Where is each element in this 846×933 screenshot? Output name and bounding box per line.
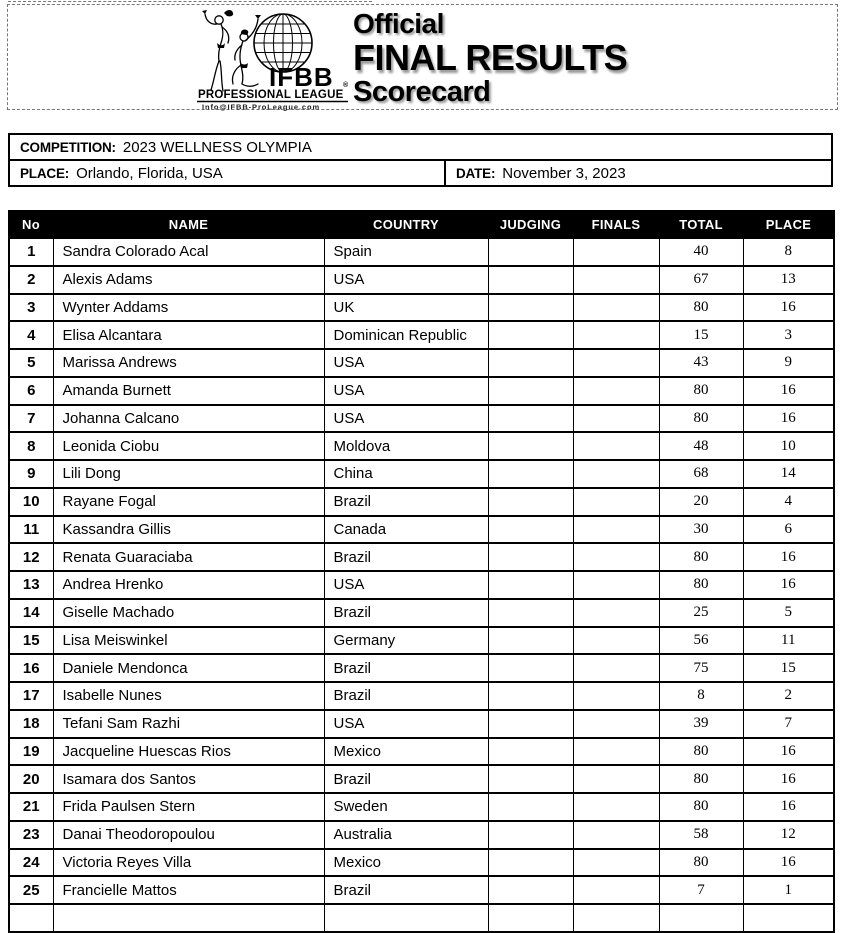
column-header-total: TOTAL [659,211,743,238]
table-row [9,682,834,710]
cell-name: Isabelle Nunes [53,682,324,710]
logo-registered-mark: ® [343,82,349,89]
cell-name: Leonida Ciobu [53,432,324,460]
cell-finals [573,432,659,460]
cell-place: 16 [743,571,834,599]
cell-judging [488,571,573,599]
cell-no: 17 [9,682,53,710]
cell-total: 48 [659,432,743,460]
table-row [9,849,834,877]
cell-place: 4 [743,488,834,516]
column-header-place: PLACE [743,211,834,238]
cell-place: 8 [743,238,834,266]
cell-judging [488,266,573,294]
cell-no: 21 [9,793,53,821]
title-official: Official [353,8,444,39]
cell-total: 80 [659,294,743,322]
cell-finals [573,682,659,710]
cell-total: 25 [659,599,743,627]
cell-place: 12 [743,821,834,849]
cell-place: 1 [743,876,834,904]
cell-no: 8 [9,432,53,460]
cell-name: Giselle Machado [53,599,324,627]
cell-judging [488,821,573,849]
ifbb-logo-art [197,7,357,111]
competition-label: COMPETITION: [20,139,116,155]
cell-no [9,904,53,932]
cell-no: 5 [9,349,53,377]
cell-country: Brazil [324,654,488,682]
cell-name: Isamara dos Santos [53,765,324,793]
cell-country: Mexico [324,738,488,766]
cell-judging [488,294,573,322]
cell-no: 1 [9,238,53,266]
cell-total: 40 [659,238,743,266]
cell-judging [488,793,573,821]
cell-no: 18 [9,710,53,738]
table-row [9,543,834,571]
cell-no: 2 [9,266,53,294]
cell-no: 4 [9,321,53,349]
cell-finals [573,765,659,793]
cell-name: Jacqueline Huescas Rios [53,738,324,766]
column-header-country: COUNTRY [324,211,488,238]
table-row [9,349,834,377]
cell-country: Sweden [324,793,488,821]
cell-finals [573,654,659,682]
cell-place: 16 [743,543,834,571]
cell-place: 16 [743,294,834,322]
cell-country: USA [324,710,488,738]
cell-place: 16 [743,377,834,405]
cell-name: Frida Paulsen Stern [53,793,324,821]
cell-finals [573,460,659,488]
cell-total: 80 [659,377,743,405]
document-title-block [353,9,653,108]
cell-country: Brazil [324,765,488,793]
cell-finals [573,876,659,904]
cell-name: Victoria Reyes Villa [53,849,324,877]
date-cell [446,161,831,185]
table-row [9,571,834,599]
cell-no: 24 [9,849,53,877]
cell-name: Daniele Mendonca [53,654,324,682]
table-row [9,904,834,932]
table-row [9,405,834,433]
cell-country: Brazil [324,488,488,516]
cell-place: 10 [743,432,834,460]
cell-total: 30 [659,516,743,544]
cell-total: 80 [659,849,743,877]
cell-judging [488,349,573,377]
place-value: Orlando, Florida, USA [76,164,223,182]
date-value: November 3, 2023 [502,164,626,182]
table-row [9,516,834,544]
cell-name: Sandra Colorado Acal [53,238,324,266]
cell-total: 80 [659,765,743,793]
cell-judging [488,738,573,766]
cell-country: Dominican Republic [324,321,488,349]
cell-name: Andrea Hrenko [53,571,324,599]
cell-name: Elisa Alcantara [53,321,324,349]
cell-finals [573,821,659,849]
cell-finals [573,710,659,738]
cell-total: 68 [659,460,743,488]
cell-no: 19 [9,738,53,766]
cell-finals [573,738,659,766]
cell-no: 25 [9,876,53,904]
cell-name: Johanna Calcano [53,405,324,433]
cell-place [743,904,834,932]
cell-name: Rayane Fogal [53,488,324,516]
cell-finals [573,793,659,821]
cell-no: 3 [9,294,53,322]
cell-place: 13 [743,266,834,294]
cell-judging [488,876,573,904]
competition-info [8,133,833,187]
cell-place: 5 [743,599,834,627]
cell-judging [488,904,573,932]
cell-name: Tefani Sam Razhi [53,710,324,738]
cell-place: 16 [743,793,834,821]
table-row [9,627,834,655]
cell-no: 6 [9,377,53,405]
ifbb-logo [197,7,357,109]
cell-judging [488,654,573,682]
table-row [9,294,834,322]
cell-country: USA [324,266,488,294]
cell-judging [488,543,573,571]
table-row [9,321,834,349]
cell-country: Germany [324,627,488,655]
cell-total: 15 [659,321,743,349]
column-header-name: NAME [53,211,324,238]
table-row [9,377,834,405]
cell-country: Australia [324,821,488,849]
letterhead [7,4,838,110]
logo-org-text: IFBB [269,62,334,92]
cell-place: 16 [743,405,834,433]
cell-finals [573,543,659,571]
cell-finals [573,849,659,877]
cell-place: 11 [743,627,834,655]
title-final-results: FINAL RESULTS [353,37,628,78]
cell-no: 16 [9,654,53,682]
cell-name: Francielle Mattos [53,876,324,904]
cell-total: 7 [659,876,743,904]
cell-name: Marissa Andrews [53,349,324,377]
place-label: PLACE: [20,165,70,181]
cell-finals [573,266,659,294]
cell-finals [573,599,659,627]
cell-total [659,904,743,932]
cell-country: Canada [324,516,488,544]
table-row [9,765,834,793]
cell-name: Amanda Burnett [53,377,324,405]
cell-judging [488,765,573,793]
cell-no: 20 [9,765,53,793]
competition-value: 2023 WELLNESS OLYMPIA [122,138,312,156]
cell-judging [488,599,573,627]
cell-country: Brazil [324,599,488,627]
cell-country: Mexico [324,849,488,877]
table-row [9,654,834,682]
cell-country: USA [324,405,488,433]
table-row [9,738,834,766]
cell-total: 80 [659,793,743,821]
cell-place: 7 [743,710,834,738]
date-label: DATE: [456,165,496,181]
cell-country [324,904,488,932]
cell-judging [488,682,573,710]
table-row [9,266,834,294]
table-row [9,238,834,266]
results-header-row [9,211,834,238]
cell-total: 20 [659,488,743,516]
cell-name: Renata Guaraciaba [53,543,324,571]
cell-place: 16 [743,849,834,877]
cell-no: 7 [9,405,53,433]
cell-country: USA [324,571,488,599]
table-row [9,793,834,821]
cell-name: Wynter Addams [53,294,324,322]
cell-finals [573,377,659,405]
cell-finals [573,321,659,349]
cell-place: 15 [743,654,834,682]
cell-judging [488,405,573,433]
table-row [9,432,834,460]
cell-judging [488,516,573,544]
cell-name: Danai Theodoropoulou [53,821,324,849]
cell-judging [488,377,573,405]
cell-country: Spain [324,238,488,266]
cell-judging [488,321,573,349]
logo-subtitle-text: PROFESSIONAL LEAGUE [198,89,344,101]
results-table [8,210,835,933]
column-header-finals: FINALS [573,211,659,238]
title-scorecard: Scorecard [353,76,491,108]
cell-judging [488,710,573,738]
table-row [9,488,834,516]
cell-judging [488,460,573,488]
column-header-no: No [9,211,53,238]
cell-finals [573,238,659,266]
cell-place: 14 [743,460,834,488]
table-row [9,710,834,738]
cell-total: 80 [659,571,743,599]
cell-judging [488,488,573,516]
cell-no: 23 [9,821,53,849]
page-border-dash [8,1,372,2]
cell-no: 14 [9,599,53,627]
cell-no: 13 [9,571,53,599]
table-row [9,876,834,904]
cell-place: 16 [743,738,834,766]
cell-judging [488,238,573,266]
cell-total: 80 [659,405,743,433]
cell-total: 39 [659,710,743,738]
cell-place: 3 [743,321,834,349]
cell-place: 9 [743,349,834,377]
cell-total: 56 [659,627,743,655]
cell-no: 9 [9,460,53,488]
column-header-judging: JUDGING [488,211,573,238]
cell-finals [573,627,659,655]
cell-finals [573,294,659,322]
cell-finals [573,405,659,433]
cell-finals [573,488,659,516]
cell-country: Brazil [324,543,488,571]
cell-total: 58 [659,821,743,849]
cell-country: China [324,460,488,488]
table-row [9,599,834,627]
cell-no: 10 [9,488,53,516]
cell-name: Alexis Adams [53,266,324,294]
cell-finals [573,571,659,599]
cell-no: 11 [9,516,53,544]
table-row [9,460,834,488]
cell-total: 80 [659,738,743,766]
place-cell [10,161,446,185]
cell-total: 75 [659,654,743,682]
logo-email-text: Info@IFBB-ProLeague.com [202,102,321,111]
cell-judging [488,627,573,655]
athlete-figures-icon [202,10,261,91]
cell-country: USA [324,349,488,377]
cell-total: 43 [659,349,743,377]
cell-finals [573,349,659,377]
cell-judging [488,432,573,460]
cell-finals [573,516,659,544]
cell-place: 6 [743,516,834,544]
cell-no: 15 [9,627,53,655]
cell-total: 8 [659,682,743,710]
cell-country: USA [324,377,488,405]
cell-name [53,904,324,932]
cell-place: 16 [743,765,834,793]
competition-row [8,133,833,161]
cell-finals [573,904,659,932]
cell-country: UK [324,294,488,322]
place-date-row [8,159,833,187]
cell-judging [488,849,573,877]
cell-country: Brazil [324,682,488,710]
cell-place: 2 [743,682,834,710]
cell-total: 67 [659,266,743,294]
cell-country: Brazil [324,876,488,904]
cell-name: Lisa Meiswinkel [53,627,324,655]
cell-country: Moldova [324,432,488,460]
cell-name: Kassandra Gillis [53,516,324,544]
table-row [9,821,834,849]
cell-name: Lili Dong [53,460,324,488]
cell-total: 80 [659,543,743,571]
cell-no: 12 [9,543,53,571]
